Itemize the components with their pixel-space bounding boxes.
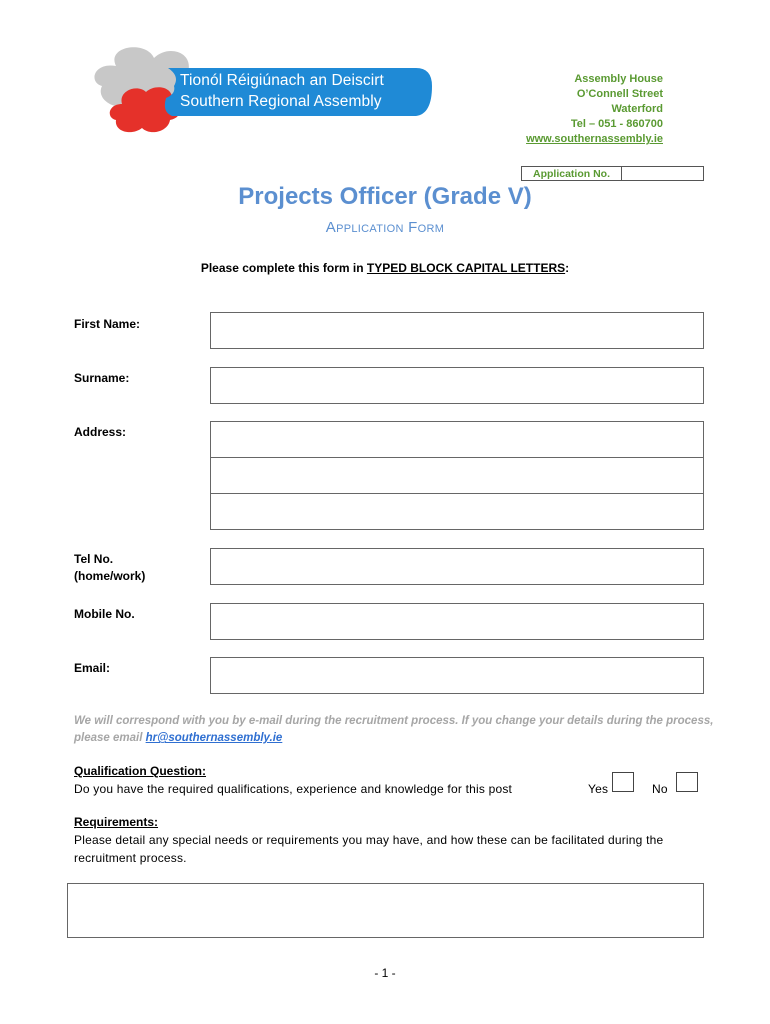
address-line-2: O’Connell Street — [576, 88, 663, 100]
yes-checkbox[interactable] — [612, 772, 634, 792]
application-number-label: Application No. — [521, 166, 622, 181]
address-line-3: Waterford — [611, 103, 663, 115]
requirements-text: Please detail any special needs or requirements you may have, and how these can be facilitated during the recruitment process. — [74, 833, 664, 865]
logo-text-irish: Tionól Réigiúnach an Deiscirt — [180, 72, 384, 89]
address-label: Address: — [74, 425, 127, 439]
no-label: No — [652, 782, 668, 796]
address-tel: Tel – 051 - 860700 — [570, 118, 663, 130]
hr-email-link[interactable]: hr@southernassembly.ie — [145, 732, 283, 744]
tel-field[interactable] — [210, 548, 704, 585]
application-number-field[interactable] — [622, 166, 704, 181]
mobile-label: Mobile No. — [74, 607, 135, 621]
surname-label: Surname: — [74, 371, 130, 385]
yes-label: Yes — [588, 782, 609, 796]
page-subtitle: Application Form — [325, 219, 445, 236]
surname-field[interactable] — [210, 367, 704, 404]
address-field-line-2[interactable] — [210, 457, 704, 494]
instructions — [0, 261, 770, 275]
qualification-heading: Qualification Question: — [74, 764, 207, 778]
email-label: Email: — [74, 661, 111, 675]
qualification-question: Do you have the required qualifications, experience and knowledge for this post — [74, 782, 513, 796]
address-field-line-3[interactable] — [210, 493, 704, 530]
notice-text: We will correspond with you by e-mail during the recruitment process. If you change your details during the process, please email — [74, 715, 714, 744]
requirements-heading: Requirements: — [74, 815, 159, 829]
first-name-field[interactable] — [210, 312, 704, 349]
first-name-label: First Name: — [74, 317, 141, 331]
address-line-1: Assembly House — [574, 73, 663, 85]
logo-text-english: Southern Regional Assembly — [180, 93, 382, 110]
tel-label-sub: (home/work) — [74, 569, 146, 583]
address-field-line-1[interactable] — [210, 421, 704, 458]
page-title: Projects Officer (Grade V) — [238, 183, 532, 210]
mobile-field[interactable] — [210, 603, 704, 640]
requirements-field[interactable] — [67, 883, 704, 938]
no-checkbox[interactable] — [676, 772, 698, 792]
instructions-emphasis: TYPED BLOCK CAPITAL LETTERS — [366, 261, 566, 275]
email-field[interactable] — [210, 657, 704, 694]
address-website-link[interactable]: www.southernassembly.ie — [526, 133, 663, 145]
instructions-prefix: Please complete this form in — [200, 261, 367, 275]
instructions-suffix: : — [565, 261, 570, 275]
tel-label: Tel No. — [74, 552, 114, 566]
correspondence-notice — [74, 713, 714, 747]
page-number: - 1 - — [374, 966, 396, 980]
